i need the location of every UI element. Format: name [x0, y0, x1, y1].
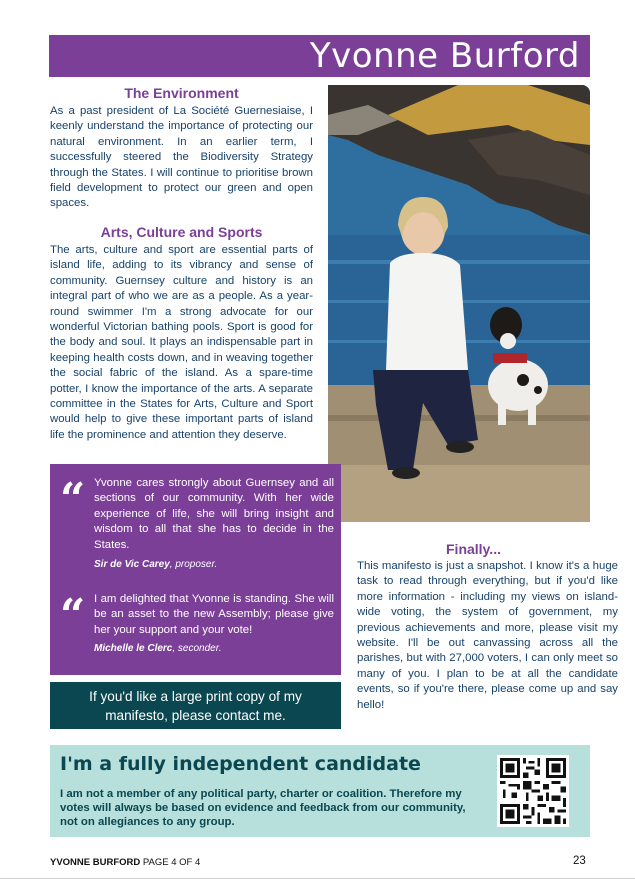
large-print-box	[50, 682, 341, 729]
endorsement-attribution	[94, 558, 217, 571]
finally-body: This manifesto is just a snapshot. I know it's a huge task to read through everything, but if you'd like more information - including my views on island-wide voting, the system of government, my previous achievements and more, please visit my website. I'll be out canvassing across all the parishes, but with 27,000 voters, I can only meet so many of you. I plan to be at all the candidate events, so if you're there, please come up and say hello!	[357, 560, 618, 711]
arts-heading: Arts, Culture and Sports	[100, 224, 263, 240]
proposer-name: Sir de Vic Carey	[94, 559, 170, 570]
page-title: Yvonne Burford	[309, 36, 580, 76]
footer-page-label: PAGE 4 OF 4	[142, 857, 201, 868]
candidate-photo	[328, 85, 590, 522]
environment-heading: The Environment	[124, 85, 239, 101]
page-number: 23	[573, 855, 586, 867]
footer-label	[50, 857, 200, 868]
proposer-role: , proposer.	[169, 559, 218, 570]
seconder-role: , seconder.	[172, 643, 222, 654]
independent-box	[50, 745, 590, 837]
endorsement-quote: Yvonne cares strongly about Guernsey and all sections of our community. With her wide experience of life, she will bring insight and wisdom to all that she has to decide in the States.	[94, 477, 334, 551]
independent-body: I am not a member of any political party, charter or coalition. Therefore my votes will always be based on evidence and feedback from our community, not on allegiances to any group.	[60, 788, 466, 828]
finally-heading: Finally...	[446, 541, 501, 557]
qr-code-icon[interactable]	[497, 755, 569, 827]
footer-name: YVONNE BURFORD	[50, 857, 141, 868]
arts-body: The arts, culture and sport are essential parts of island life, adding to its vibrancy and sense of community. Guernsey culture and history is an integral part of who we are as a people. As a year-round swimmer I'm a strong advocate for our wonderful Victorian bathing pools. Sport is good for the body and soul. It plays an indispensable part in keeping health costs down, and in weaving together the social fabric of the island. As a spare-time potter, I know the importance of the arts. A separate committee in the States for Arts, Culture and Sport would help to give these important parts of island life the prominence and attention they deserve.	[50, 244, 313, 441]
environment-body: As a past president of La Société Guernesiaise, I keenly understand the importance of protecting our natural environment. In an earlier term, I successfully steered the Biodiversity Strategy through the States. I will continue to prioritise brown field development to protect our green and open spaces.	[50, 105, 313, 210]
endorsement-quote: I am delighted that Yvonne is standing. She will be an asset to the new Assembly; please give her your support and your vote!	[94, 593, 334, 636]
endorsement-attribution	[94, 642, 221, 655]
title-bar	[49, 35, 590, 77]
large-print-text: If you'd like a large print copy of my manifesto, please contact me.	[89, 688, 302, 723]
footer-divider	[0, 878, 635, 879]
endorsement-box	[50, 464, 341, 675]
seconder-name: Michelle le Clerc	[94, 643, 173, 654]
quote-mark-icon: “	[60, 474, 86, 525]
independent-title: I'm a fully independent candidate	[60, 753, 421, 775]
quote-mark-icon: “	[60, 590, 86, 641]
